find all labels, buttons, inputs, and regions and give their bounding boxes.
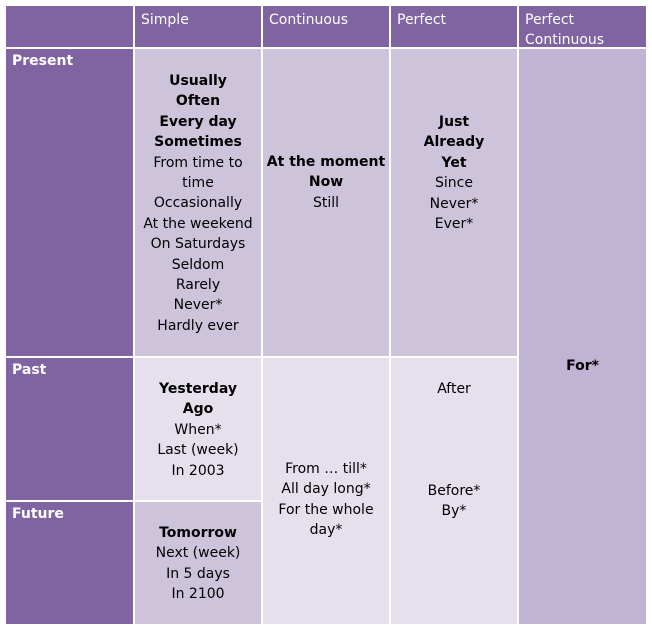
present-simple-item: Often xyxy=(175,93,221,110)
present-simple-item: Hardly ever xyxy=(157,317,239,334)
present-continuous-item: Now xyxy=(308,174,344,191)
continuous-past-future-item: day* xyxy=(309,522,343,539)
past-simple-item: Ago xyxy=(182,401,214,418)
header-perfect-continuous-line1: Perfect xyxy=(525,12,575,28)
present-simple-item: Never* xyxy=(173,297,223,314)
row-label-present: Present xyxy=(6,49,133,356)
present-simple-item: Every day xyxy=(159,113,237,130)
present-perfect-cell xyxy=(391,49,517,356)
past-simple-item: Last (week) xyxy=(157,442,239,459)
present-perfect-item: Just xyxy=(438,114,470,130)
present-continuous-item: At the moment xyxy=(266,154,386,170)
continuous-past-future-item: From … till* xyxy=(285,461,367,477)
present-perfect-item: Yet xyxy=(441,154,467,171)
past-simple-item: When* xyxy=(174,421,222,438)
present-simple-item: Rarely xyxy=(175,277,221,294)
present-simple-item: Usually xyxy=(169,73,227,89)
future-simple-item: Next (week) xyxy=(155,545,241,562)
future-simple-cell xyxy=(135,502,261,624)
past-simple-cell xyxy=(135,358,261,500)
past-simple-item: Yesterday xyxy=(159,381,237,397)
present-simple-item: From time to xyxy=(153,154,243,171)
continuous-past-future-cell xyxy=(263,358,389,624)
present-continuous-item: Still xyxy=(312,194,340,211)
row-label-future: Future xyxy=(6,502,133,624)
perfect-continuous-item: For* xyxy=(566,358,599,374)
header-perfect-continuous xyxy=(519,6,646,47)
present-perfect-item: Already xyxy=(423,134,485,151)
present-simple-item: On Saturdays xyxy=(150,236,246,253)
perfect-continuous-cell xyxy=(519,49,646,624)
past-simple-item: In 2003 xyxy=(171,462,225,479)
perfect-past-item: After xyxy=(437,381,471,397)
perfect-future-item: Before* xyxy=(427,482,481,499)
present-perfect-item: Never* xyxy=(429,195,479,212)
header-perfect-continuous-line2: Continuous xyxy=(525,32,605,48)
present-simple-item: Occasionally xyxy=(153,195,243,212)
continuous-past-future-item: All day long* xyxy=(281,481,371,498)
future-simple-item: Tomorrow xyxy=(159,525,237,541)
present-simple-cell xyxy=(135,49,261,356)
header-simple: Simple xyxy=(135,6,261,47)
future-simple-item: In 2100 xyxy=(171,586,225,603)
future-simple-item: In 5 days xyxy=(166,565,230,582)
present-perfect-item: Since xyxy=(435,175,473,192)
corner-header-cell xyxy=(6,6,133,47)
perfect-future-item: By* xyxy=(441,503,467,520)
header-perfect: Perfect xyxy=(391,6,517,47)
present-simple-item: time xyxy=(182,175,214,192)
perfect-past-future-cell xyxy=(391,358,517,624)
row-label-past: Past xyxy=(6,358,133,500)
present-continuous-cell xyxy=(263,49,389,356)
continuous-past-future-item: For the whole xyxy=(278,501,374,518)
present-simple-item: At the weekend xyxy=(143,215,253,232)
present-simple-item: Sometimes xyxy=(154,134,242,151)
header-continuous: Continuous xyxy=(263,6,389,47)
present-simple-item: Seldom xyxy=(171,256,225,273)
present-perfect-item: Ever* xyxy=(434,216,474,233)
